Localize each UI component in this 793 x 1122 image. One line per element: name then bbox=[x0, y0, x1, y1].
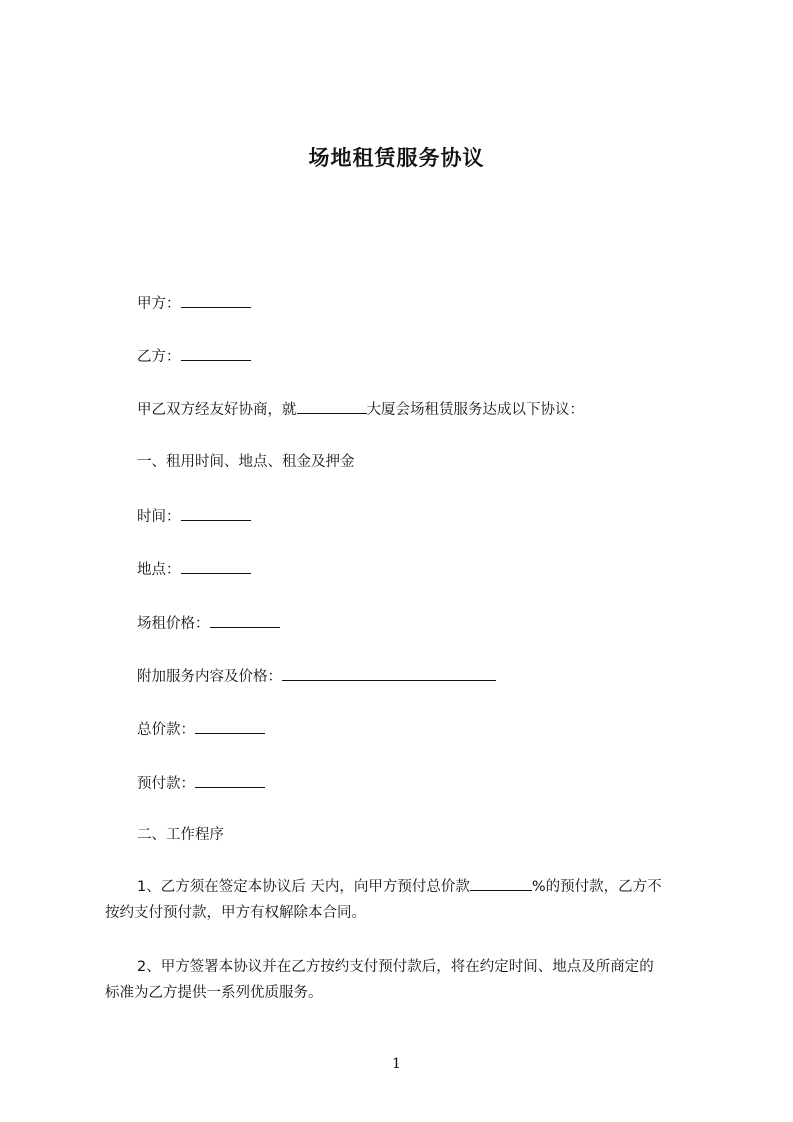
party-a-label: 甲方： bbox=[137, 296, 181, 312]
location-label: 地点： bbox=[137, 562, 181, 578]
time-label: 时间： bbox=[137, 509, 181, 525]
clause-1-text-b: %的预付款，乙方不 bbox=[531, 879, 662, 895]
location-blank bbox=[181, 558, 251, 574]
clause-1-line-2: 按约支付预付款，甲方有权解除本合同。 bbox=[105, 905, 366, 921]
time-blank bbox=[181, 505, 251, 521]
total-price-blank bbox=[195, 718, 265, 734]
document-title: 场地租赁服务协议 bbox=[308, 146, 485, 170]
rent-price-label: 场租价格： bbox=[137, 616, 210, 632]
clause-2 bbox=[105, 954, 711, 1006]
party-b-blank bbox=[181, 345, 251, 361]
party-a-blank bbox=[181, 292, 251, 308]
percent-blank bbox=[470, 875, 532, 891]
party-b-line bbox=[137, 345, 251, 367]
extra-service-blank bbox=[282, 665, 496, 681]
clause-2-line-1: 2、甲方签署本协议并在乙方按约支付预付款后，将在约定时间、地点及所商定的 bbox=[137, 959, 654, 975]
prepayment-label: 预付款： bbox=[137, 776, 195, 792]
intro-prefix: 甲乙双方经友好协商，就 bbox=[137, 402, 297, 418]
extra-service-label: 附加服务内容及价格： bbox=[137, 669, 282, 685]
intro-line bbox=[137, 398, 584, 420]
section1-heading: 一、租用时间、地点、租金及押金 bbox=[137, 454, 355, 470]
rent-price-blank bbox=[210, 612, 280, 628]
rent-price-line bbox=[137, 612, 280, 634]
total-price-line bbox=[137, 718, 265, 740]
clause-2-line-2: 标准为乙方提供一系列优质服务。 bbox=[105, 985, 323, 1001]
time-line bbox=[137, 505, 251, 527]
party-b-label: 乙方： bbox=[137, 349, 181, 365]
party-a-line bbox=[137, 292, 251, 314]
building-blank bbox=[297, 398, 367, 414]
clause-1-text-a: 1、乙方须在签定本协议后 天内，向甲方预付总价款 bbox=[137, 879, 470, 895]
clause-1 bbox=[105, 874, 711, 926]
clause-1-line-1 bbox=[105, 874, 711, 900]
section2-heading: 二、工作程序 bbox=[137, 827, 224, 843]
prepayment-blank bbox=[195, 772, 265, 788]
location-line bbox=[137, 558, 251, 580]
total-price-label: 总价款： bbox=[137, 722, 195, 738]
page-number: 1 bbox=[392, 1056, 401, 1072]
extra-service-line bbox=[137, 665, 496, 687]
prepayment-line bbox=[137, 772, 265, 794]
intro-suffix: 大厦会场租赁服务达成以下协议： bbox=[366, 402, 584, 418]
